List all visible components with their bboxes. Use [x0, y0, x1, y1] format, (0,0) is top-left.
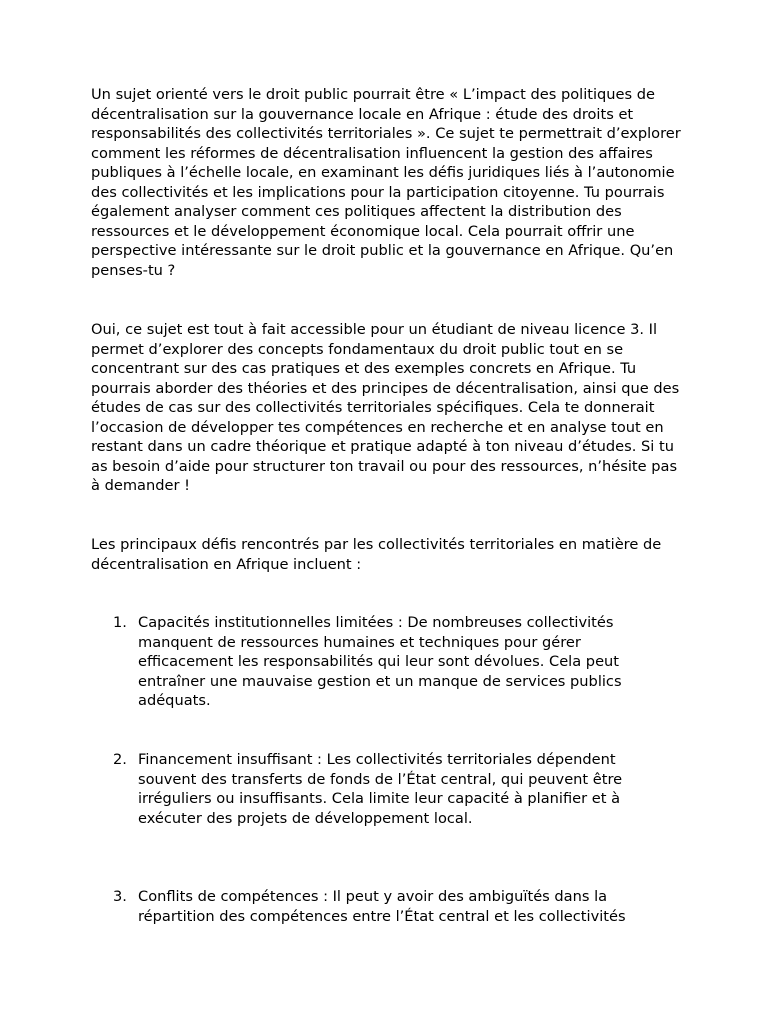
list-item [113, 613, 673, 711]
list-marker: 3. [113, 888, 127, 905]
paragraph-subject-proposal: Un sujet orienté vers le droit public pourrait être « L’impact des politiques de décentralisation sur la gouvernance locale en Afrique : étude des droits et responsabilités des collectivités territoriales ». Ce sujet te permettrait d’explorer comment les réformes de décentralisation influencent la gestion des affaires publiques à l’échelle locale, en examinant les défis juridiques liés à l’autonomie des collectivités et les implications pour la participation citoyenne. Tu pourrais également analyser comment ces politiques affectent la distribution des ressources et le développement économique local. Cela pourrait offrir une perspective intéressante sur le droit public et la gouvernance en Afrique. Qu’en penses-tu ? [91, 86, 681, 279]
list-item-text: Financement insuffisant : Les collectivités territoriales dépendent souvent des transferts de fonds de l’État central, qui peuvent être irréguliers ou insuffisants. Cela limite leur capacité à planifier et à exécuter des projets de développement local. [138, 751, 623, 827]
list-item [113, 750, 673, 828]
paragraph-accessibility: Oui, ce sujet est tout à fait accessible pour un étudiant de niveau licence 3. Il permet d’explorer des concepts fondamentaux du droit public tout en se concentrant sur des cas pratiques et des exemples concrets en Afrique. Tu pourrais aborder des théories et des principes de décentralisation, ainsi que des études de cas sur des collectivités territoriales spécifiques. Cela te donnerait l’occasion de développer tes compétences en recherche et en analyse tout en restant dans un cadre théorique et pratique adapté à ton niveau d’études. Si tu as besoin d’aide pour structurer ton travail ou pour des ressources, n’hésite pas à demander ! [91, 321, 680, 494]
list-marker: 2. [113, 751, 127, 768]
list-item-text: Conflits de compétences : Il peut y avoir des ambiguïtés dans la répartition des compétences entre l’État central et les collectivités [138, 888, 626, 925]
list-item [113, 887, 673, 926]
list-item-text: Capacités institutionnelles limitées : De nombreuses collectivités manquent de ressources humaines et techniques pour gérer efficacement les responsabilités qui leur sont dévolues. Cela peut entraîner une mauvaise gestion et un manque de services publics adéquats. [138, 614, 622, 709]
paragraph-challenges-intro: Les principaux défis rencontrés par les collectivités territoriales en matière de décentralisation en Afrique incluent : [91, 536, 662, 573]
list-marker: 1. [113, 614, 127, 631]
